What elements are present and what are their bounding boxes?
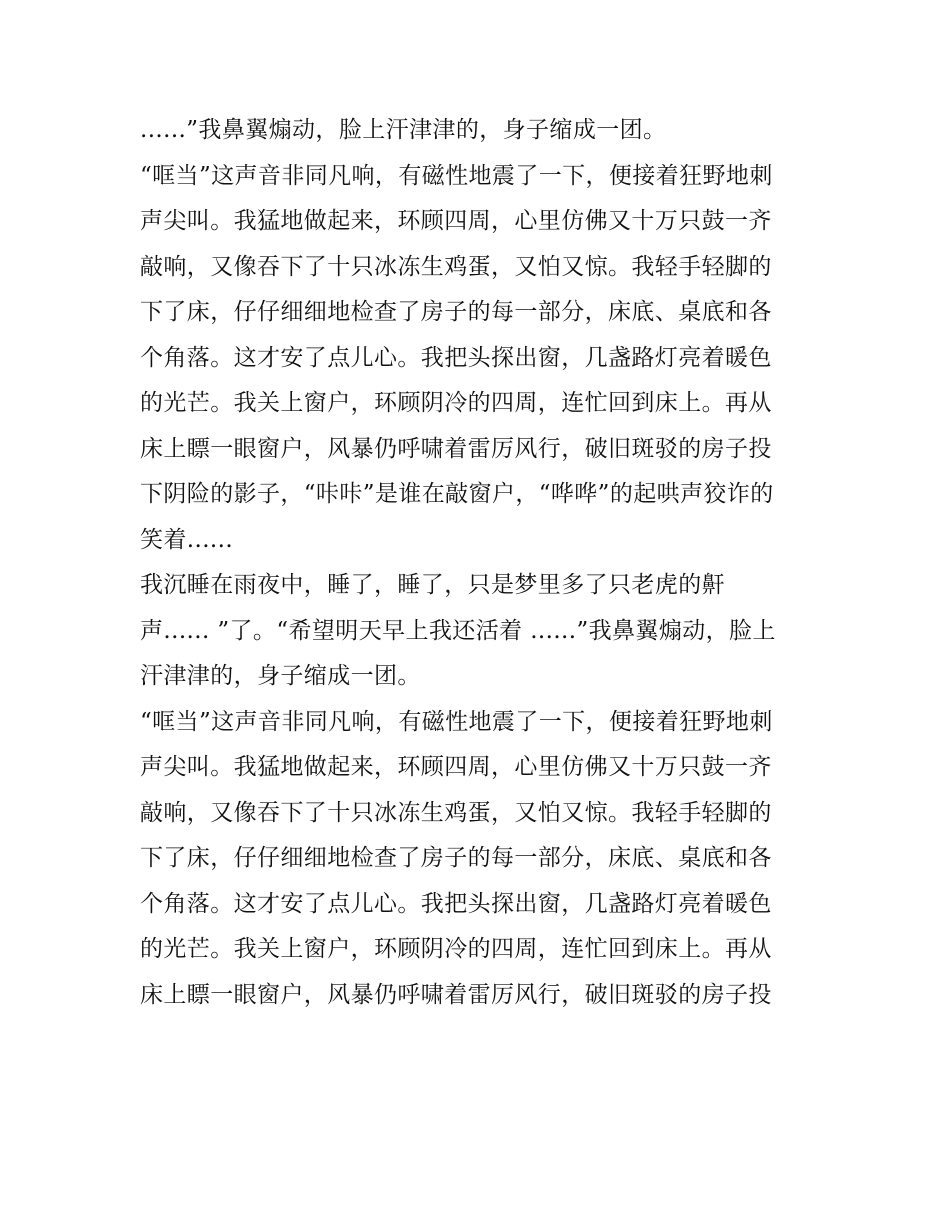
text-line: 下了床，仔仔细细地检查了房子的每一部分，床底、桌底和各 [140,299,772,325]
text-line: 个角落。这才安了点儿心。我把头探出窗，几盏路灯亮着暖色 [140,890,772,917]
text-line: 床上瞟一眼窗户，风暴仍呼啸着雷厉风行，破旧斑驳的房子投 [140,435,772,462]
text-line: 笑着...... [140,526,234,553]
text-line: 敲响，又像吞下了十只冰冻生鸡蛋，又怕又惊。我轻手轻脚的 [140,253,772,280]
text-line: 汗津津的，身子缩成一团。 [140,663,421,689]
text-line: 下阴险的影子，“咔咔”是谁在敲窗户，“哗哗”的起哄声狡诈的 [140,481,774,507]
text-line: 声尖叫。我猛地做起来，环顾四周，心里仿佛又十万只鼓一齐 [140,208,772,234]
body-text [140,108,820,1018]
text-line: 床上瞟一眼窗户，风暴仍呼啸着雷厉风行，破旧斑驳的房子投 [140,981,772,1008]
text-line: 我沉睡在雨夜中，睡了，睡了，只是梦里多了只老虎的鼾 [140,572,725,598]
text-line: 声...... ”了。“希望明天早上我还活着 ......”我鼻翼煽动，脸上 [140,617,776,644]
text-line: “哐当”这声音非同凡响，有磁性地震了一下，便接着狂野地刺 [140,162,773,189]
text-line: 敲响，又像吞下了十只冰冻生鸡蛋，又怕又惊。我轻手轻脚的 [140,799,772,826]
text-line: 声尖叫。我猛地做起来，环顾四周，心里仿佛又十万只鼓一齐 [140,754,772,780]
text-line: “哐当”这声音非同凡响，有磁性地震了一下，便接着狂野地刺 [140,708,773,735]
text-line: 个角落。这才安了点儿心。我把头探出窗，几盏路灯亮着暖色 [140,344,772,371]
text-line: ......”我鼻翼煽动，脸上汗津津的，身子缩成一团。 [140,117,667,143]
text-line: 的光芒。我关上窗户，环顾阴冷的四周，连忙回到床上。再从 [140,390,772,416]
text-line: 的光芒。我关上窗户，环顾阴冷的四周，连忙回到床上。再从 [140,936,772,962]
text-line: 下了床，仔仔细细地检查了房子的每一部分，床底、桌底和各 [140,845,772,871]
